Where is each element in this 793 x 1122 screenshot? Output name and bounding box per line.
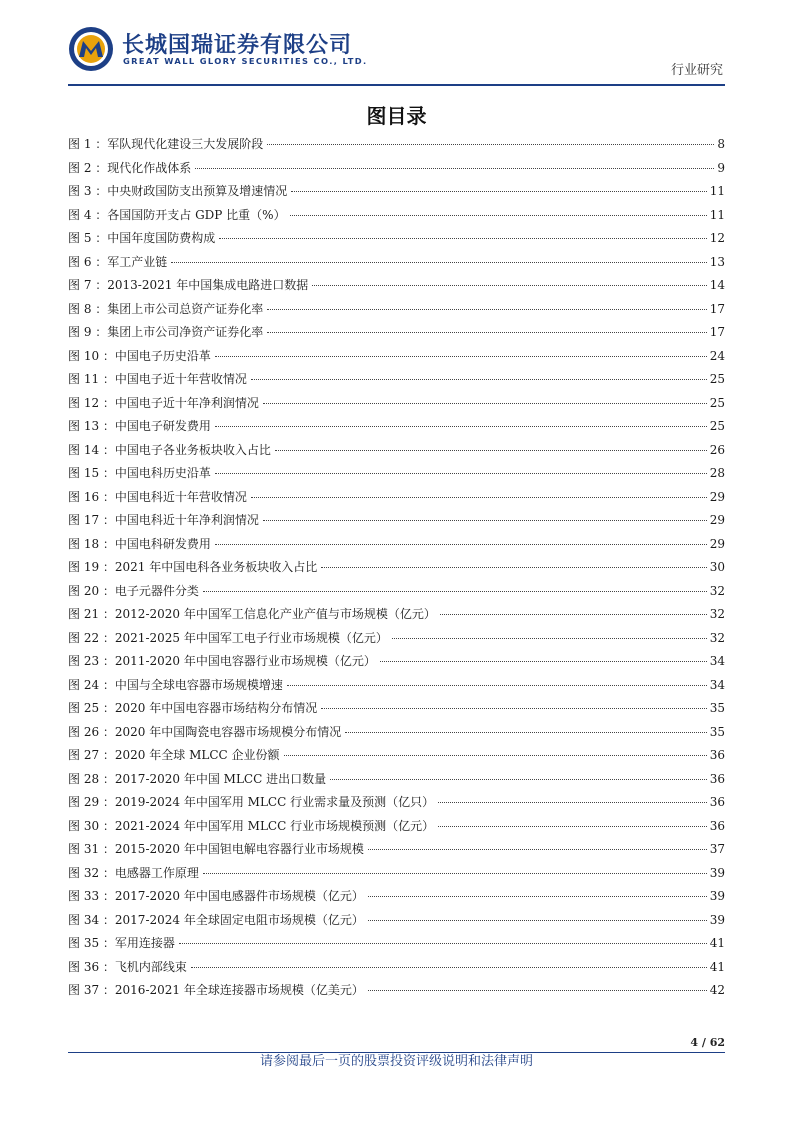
toc-entry-page: 36 [709,795,725,809]
toc-entry[interactable] [68,253,725,277]
dot-leader [284,755,707,756]
toc-entry-page: 29 [709,536,725,551]
toc-entry[interactable] [68,159,725,183]
toc-entry-label: 图 12 ：中国电子近十年净利润情况 [68,395,259,410]
dot-leader [179,943,707,944]
toc-entry[interactable] [68,582,725,606]
toc-entry[interactable] [68,276,725,300]
toc-entry[interactable] [68,182,725,206]
page-header [68,26,725,82]
toc-entry-label: 图 1 ：军队现代化建设三大发展阶段 [68,137,264,151]
toc-entry-page: 36 [709,818,725,833]
toc-entry-label: 图 27 ：2020 年全球 MLCC 企业份额 [68,748,280,762]
toc-entry[interactable] [68,488,725,512]
dot-leader [321,708,706,709]
toc-entry-page: 12 [709,231,725,245]
report-type-label: 行业研究 [670,63,723,78]
toc-entry-label: 图 17 ：中国电科近十年净利润情况 [68,513,259,527]
toc-entry-page: 35 [709,701,725,715]
dot-leader [290,215,707,216]
toc-entry-page: 32 [709,607,725,621]
dot-leader [191,967,707,968]
toc-entry-page: 9 [717,160,725,175]
toc-entry-label: 图 15 ：中国电科历史沿革 [68,466,211,480]
toc-entry[interactable] [68,347,725,371]
toc-entry-page: 28 [709,466,725,480]
dot-leader [321,567,706,568]
dot-leader [251,497,707,498]
disclaimer-note: 请参阅最后一页的股票投资评级说明和法律声明 [259,1054,533,1069]
toc-entry-page: 30 [709,560,725,574]
dot-leader [215,544,707,545]
toc-entry-page: 13 [709,254,725,269]
dot-leader [275,450,707,451]
toc-entry[interactable] [68,135,725,159]
toc-entry-page: 42 [709,983,725,997]
toc-entry-label: 图 26 ：2020 年中国陶瓷电容器市场规模分布情况 [68,724,342,739]
toc-entry-page: 36 [709,748,725,762]
toc-entry-page: 25 [709,395,725,410]
toc-entry-page: 35 [709,724,725,739]
dot-leader [368,849,707,850]
toc-entry-label: 图 34 ：2017-2024 年全球固定电阻市场规模（亿元） [68,912,364,927]
dot-leader [219,238,706,239]
toc-entry-page: 11 [709,184,725,198]
dot-leader [380,661,707,662]
toc-entry[interactable] [68,746,725,770]
toc-entry-page: 34 [709,677,725,692]
toc-entry-label: 图 21 ：2012-2020 年中国军工信息化产业产值与市场规模（亿元） [68,607,436,621]
toc-entry-label: 图 10 ：中国电子历史沿革 [68,348,211,363]
toc-entry-page: 37 [709,842,725,856]
toc-entry[interactable] [68,629,725,653]
toc-entry-page: 29 [709,513,725,527]
dot-leader [263,403,707,404]
dot-leader [267,332,706,333]
toc-entry-label: 图 14 ：中国电子各业务板块收入占比 [68,442,271,457]
toc-entry-page: 39 [709,889,725,903]
toc-entry[interactable] [68,511,725,535]
toc-entry[interactable] [68,911,725,935]
toc-title: 图目录 [366,104,427,128]
toc-entry-page: 25 [709,419,725,433]
toc-entry[interactable] [68,723,725,747]
toc-entry-page: 32 [709,630,725,645]
dot-leader [368,920,707,921]
toc-entry-label: 图 5 ：中国年度国防费构成 [68,231,216,245]
toc-entry-page: 41 [709,936,725,950]
toc-entry-label: 图 20 ：电子元器件分类 [68,583,199,598]
dot-leader [263,520,707,521]
toc-entry[interactable] [68,887,725,911]
toc-entry-label: 图 35 ：军用连接器 [68,936,175,950]
dot-leader [368,896,707,897]
toc-entry-label: 图 9 ：集团上市公司净资产证券化率 [68,325,264,339]
toc-entry-label: 图 33 ：2017-2020 年中国电感器件市场规模（亿元） [68,889,364,903]
toc-entry-label: 图 22 ：2021-2025 年中国军工电子行业市场规模（亿元） [68,630,388,645]
dot-leader [215,426,707,427]
dot-leader [203,873,707,874]
toc-entry-label: 图 11 ：中国电子近十年营收情况 [68,372,247,386]
toc-entry-label: 图 2 ：现代化作战体系 [68,160,192,175]
toc-entry[interactable] [68,652,725,676]
dot-leader [195,168,714,169]
toc-entry[interactable] [68,770,725,794]
toc-entry[interactable] [68,958,725,982]
toc-entry-page: 32 [709,583,725,598]
toc-entry-label: 图 36 ：飞机内部线束 [68,959,187,974]
toc-entry-page: 39 [709,912,725,927]
toc-entry[interactable] [68,699,725,723]
toc-entry-label: 图 30 ：2021-2024 年中国军用 MLCC 行业市场规模预测（亿元） [68,818,435,833]
toc-entry[interactable] [68,300,725,324]
company-name-cn: 长城国瑞证券有限公司 [122,33,353,58]
toc-entry-label: 图 25 ：2020 年中国电容器市场结构分布情况 [68,701,318,715]
toc-entry-page: 36 [709,771,725,786]
toc-entry[interactable] [68,323,725,347]
toc-entry-page: 41 [709,959,725,974]
toc-entry[interactable] [68,441,725,465]
toc-entry-page: 26 [709,442,725,457]
dot-leader [215,473,707,474]
figure-table-of-contents [68,135,725,1005]
dot-leader [203,591,707,592]
toc-entry-label: 图 31 ：2015-2020 年中国钽电解电容器行业市场规模 [68,842,364,856]
dot-leader [267,144,714,145]
toc-entry[interactable] [68,394,725,418]
dot-leader [267,309,706,310]
dot-leader [215,356,707,357]
toc-entry-label: 图 24 ：中国与全球电容器市场规模增速 [68,677,283,692]
toc-entry-page: 29 [709,489,725,504]
toc-entry[interactable] [68,464,725,488]
toc-entry-label: 图 32 ：电感器工作原理 [68,865,199,880]
dot-leader [438,802,707,803]
toc-entry-label: 图 28 ：2017-2020 年中国 MLCC 进出口数量 [68,771,327,786]
toc-entry-page: 24 [709,348,725,363]
toc-entry-page: 34 [709,654,725,668]
page-number: 4 / 62 [690,1036,725,1049]
toc-entry-label: 图 6 ：军工产业链 [68,254,168,269]
dot-leader [312,285,707,286]
toc-entry-page: 8 [717,137,725,151]
dot-leader [171,262,706,263]
toc-entry-page: 17 [709,301,725,316]
toc-entry[interactable] [68,206,725,230]
toc-entry[interactable] [68,840,725,864]
dot-leader [440,614,707,615]
dot-leader [251,379,707,380]
toc-entry[interactable] [68,535,725,559]
toc-entry[interactable] [68,605,725,629]
toc-entry[interactable] [68,934,725,958]
toc-entry[interactable] [68,676,725,700]
toc-entry-page: 17 [709,325,725,339]
toc-entry[interactable] [68,370,725,394]
dot-leader [291,191,706,192]
dot-leader [438,826,707,827]
toc-entry-label: 图 23 ：2011-2020 年中国电容器行业市场规模（亿元） [68,654,376,668]
toc-entry-label: 图 8 ：集团上市公司总资产证券化率 [68,301,264,316]
toc-entry[interactable] [68,229,725,253]
toc-entry[interactable] [68,793,725,817]
dot-leader [368,990,707,991]
toc-entry-label: 图 19 ：2021 年中国电科各业务板块收入占比 [68,560,318,574]
header-divider [68,84,725,86]
toc-entry-label: 图 3 ：中央财政国防支出预算及增速情况 [68,184,288,198]
toc-entry-label: 图 7 ：2013-2021 年中国集成电路进口数据 [68,278,309,292]
company-name-en: GREAT WALL GLORY SECURITIES CO., LTD. [123,56,368,66]
toc-entry[interactable] [68,417,725,441]
toc-entry-page: 11 [709,207,725,222]
toc-entry-label: 图 16 ：中国电科近十年营收情况 [68,489,247,504]
dot-leader [392,638,707,639]
company-logo-icon [68,26,114,72]
dot-leader [345,732,706,733]
toc-entry-label: 图 18 ：中国电科研发费用 [68,536,211,551]
toc-entry-label: 图 13 ：中国电子研发费用 [68,419,211,433]
toc-entry-label: 图 29 ：2019-2024 年中国军用 MLCC 行业需求量及预测（亿只） [68,795,435,809]
dot-leader [330,779,707,780]
toc-entry-page: 14 [709,278,725,292]
toc-entry-page: 25 [709,372,725,386]
toc-entry[interactable] [68,558,725,582]
toc-entry-page: 39 [709,865,725,880]
toc-entry[interactable] [68,981,725,1005]
toc-entry-label: 图 37 ：2016-2021 年全球连接器市场规模（亿美元） [68,983,364,997]
toc-entry[interactable] [68,864,725,888]
toc-entry-label: 图 4 ：各国国防开支占 GDP 比重（%） [68,207,286,222]
dot-leader [287,685,707,686]
toc-entry[interactable] [68,817,725,841]
